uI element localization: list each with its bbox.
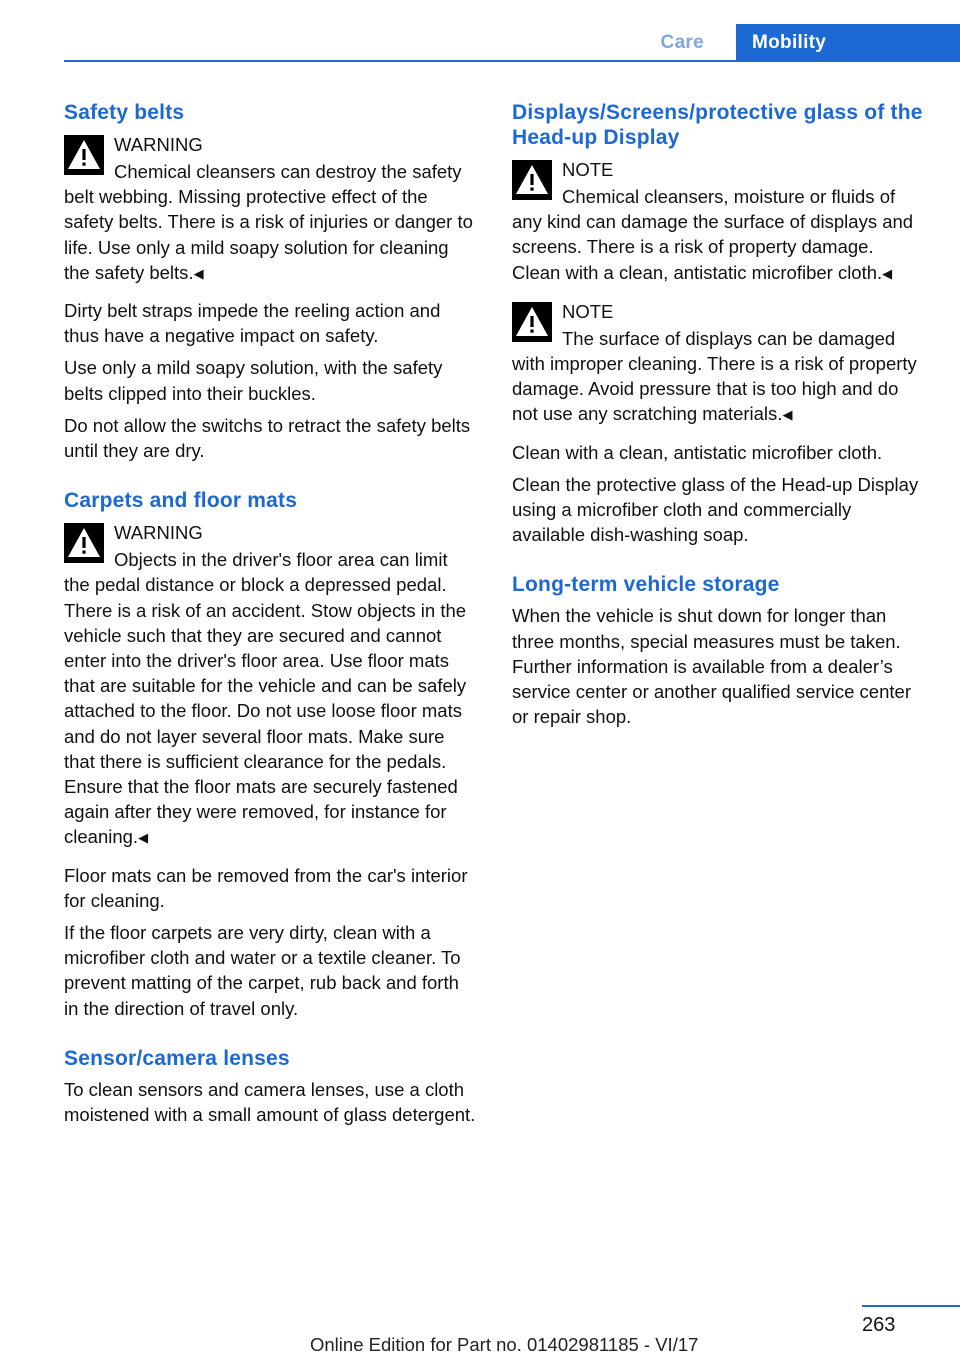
- tab-mobility[interactable]: Mobility: [736, 24, 960, 62]
- warning-triangle-icon: [64, 135, 104, 175]
- paragraph: If the floor carpets are very dirty, clean with a microfiber cloth and water or a textile cleaner. To prevent matting of the carpet, rub back and forth in the direction of travel only.: [64, 922, 461, 1019]
- end-mark-icon: ◀: [782, 407, 793, 423]
- paragraph: Do not allow the switchs to retract the safety belts until they are dry.: [64, 414, 471, 462]
- tab-care[interactable]: Care: [660, 32, 704, 53]
- end-mark-icon: ◀: [138, 830, 149, 846]
- warning-text: Chemical cleansers can destroy the safety belt webbing. Missing protective effect of the safety belts. There is a risk of injuries or danger to life. Use only a mild soapy solution for cleaning the safety belts.: [64, 161, 473, 283]
- heading-sensor: Sensor/camera lenses: [64, 1046, 290, 1070]
- warning-triangle-icon: [512, 160, 552, 200]
- left-column: [64, 100, 478, 1134]
- warning-safety-belts: [64, 131, 478, 286]
- warning-label: WARNING: [114, 522, 203, 544]
- paragraph: Floor mats can be removed from the car's interior for cleaning.: [64, 864, 468, 911]
- warning-label: WARNING: [114, 134, 203, 155]
- end-mark-icon: ◀: [882, 265, 893, 281]
- heading-carpets: Carpets and floor mats: [64, 489, 298, 513]
- heading-safety-belts: Safety belts: [64, 101, 185, 124]
- edition-footer: Online Edition for Part no. 01402981185 - VI/17: [310, 1334, 699, 1355]
- warning-triangle-icon: [64, 523, 104, 563]
- paragraph: To clean sensors and camera lenses, use a cloth moistened with a small amount of glass detergent.: [64, 1078, 476, 1126]
- note-label: NOTE: [562, 300, 614, 322]
- heading-storage: Long-term vehicle storage: [512, 573, 780, 597]
- note-text: The surface of displays can be damaged with improper cleaning. There is a risk of property damage. Avoid pressure that is too high and do not use any scratching materials.: [512, 327, 917, 425]
- note-displays-1: [512, 156, 926, 286]
- paragraph: Clean the protective glass of the Head-up Display using a microfiber cloth and commercially available dish-washing soap.: [512, 473, 919, 546]
- heading-displays: Displays/Screens/protective glass of the Head-up Display: [512, 101, 923, 149]
- note-displays-2: [512, 298, 926, 428]
- warning-triangle-icon: [512, 302, 552, 342]
- end-mark-icon: ◀: [193, 265, 204, 281]
- right-column: [512, 100, 926, 736]
- paragraph: Clean with a clean, antistatic microfiber cloth.: [512, 441, 883, 463]
- paragraph: When the vehicle is shut down for longer than three months, special measures must be taken. Further information is available from a dealer’s service center or another qualified service center or repair shop.: [512, 605, 911, 728]
- page-number: 263: [862, 1314, 896, 1336]
- header-divider: [64, 60, 960, 62]
- warning-text: Objects in the driver's floor area can limit the pedal distance or block a depressed pedal. There is a risk of an accident. Stow objects in the vehicle such that they are secured and cannot enter into the driver's floor area. Use floor mats that are suitable for the vehicle and can be safely attached to the floor. Do not use loose floor mats and do not layer several floor mats. Make sure that there is sufficient clearance for the pedals. Ensure that the floor mats are securely fastened again after they were removed, for instance for cleaning.: [64, 549, 467, 848]
- warning-carpets: [64, 519, 478, 850]
- note-text: Chemical cleansers, moisture or fluids of any kind can damage the surface of displays and screens. There is a risk of property damage. Clean with a clean, antistatic microfiber cloth.: [512, 186, 914, 283]
- footer-divider: [862, 1305, 960, 1307]
- page-header: [0, 24, 960, 62]
- paragraph: Dirty belt straps impede the reeling action and thus have a negative impact on safety.: [64, 300, 441, 347]
- note-label: NOTE: [562, 159, 614, 180]
- paragraph: Use only a mild soapy solution, with the safety belts clipped into their buckles.: [64, 357, 443, 404]
